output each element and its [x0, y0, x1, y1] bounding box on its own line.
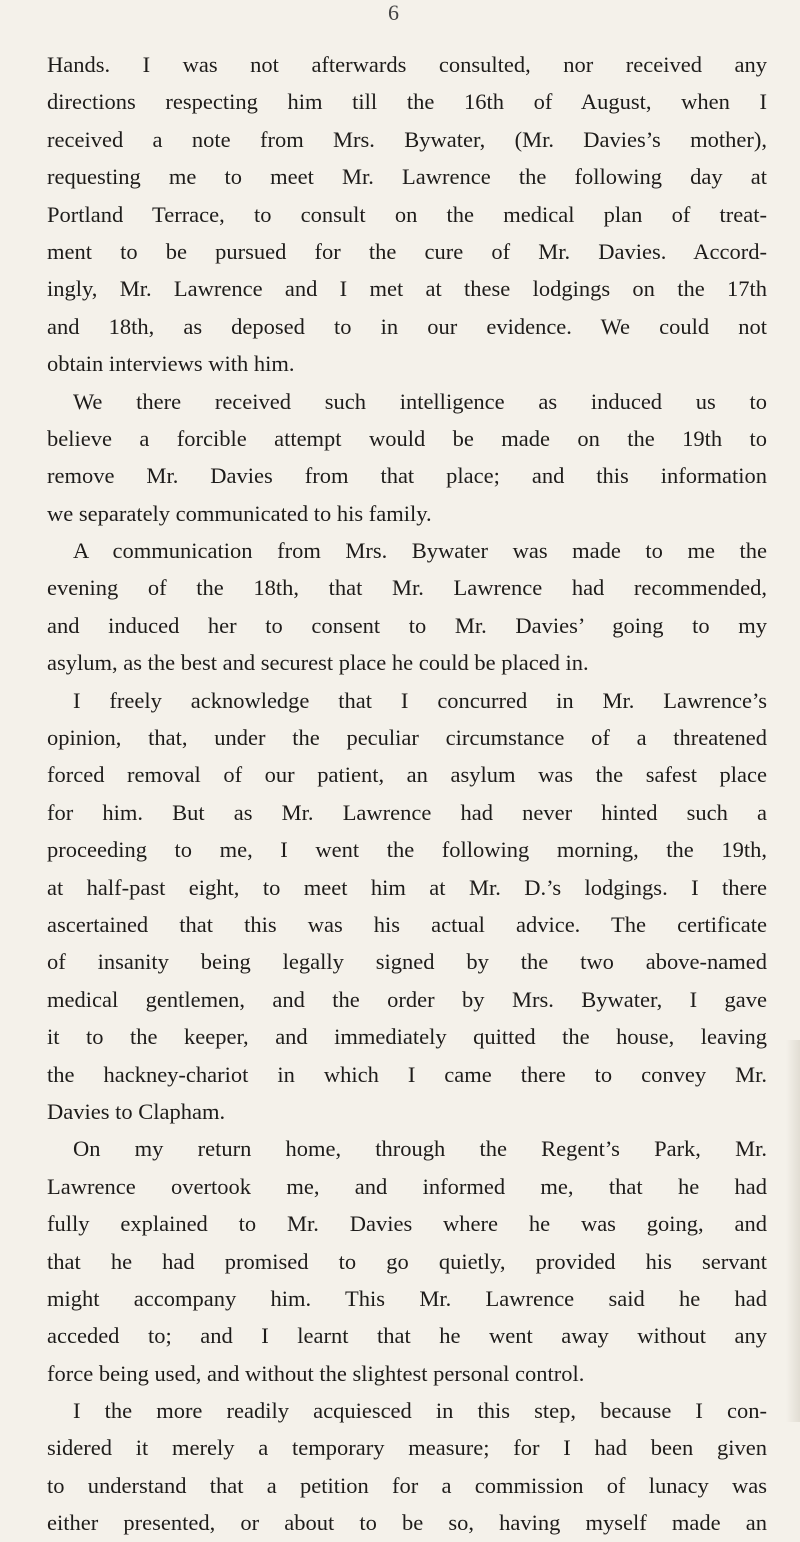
text-line: On my return home, through the Regent’s Park, Mr.	[73, 1136, 767, 1162]
text-line: ment to be pursued for the cure of Mr. Davies. Accord-	[47, 238, 767, 264]
text-line: ingly, Mr. Lawrence and I met at these lodgings on the 17th	[47, 276, 767, 302]
text-line: it to the keeper, and immediately quitted the house, leaving	[47, 1024, 767, 1050]
text-line: Hands. I was not afterwards consulted, nor received any	[47, 52, 767, 77]
page-number: 6	[388, 0, 399, 25]
text-line: that he had promised to go quietly, provided his servant	[47, 1248, 767, 1274]
text-line: proceeding to me, I went the following morning, the 19th,	[47, 837, 767, 863]
text-line: acceded to; and I learnt that he went away without any	[47, 1323, 767, 1349]
text-line: we separately communicated to his family.	[47, 500, 432, 526]
text-line: directions respecting him till the 16th of August, when I	[47, 89, 767, 115]
text-line: I freely acknowledge that I concurred in Mr. Lawrence’s	[73, 687, 767, 713]
text-line: sidered it merely a temporary measure; for I had been given	[47, 1435, 767, 1461]
text-line: opinion, that, under the peculiar circumstance of a threatened	[47, 725, 767, 751]
text-line: believe a forcible attempt would be made on the 19th to	[47, 425, 767, 451]
text-line: evening of the 18th, that Mr. Lawrence had recommended,	[47, 575, 767, 601]
text-line: and induced her to consent to Mr. Davies’ going to my	[47, 612, 767, 638]
text-line: Portland Terrace, to consult on the medical plan of treat-	[47, 201, 767, 227]
text-line: requesting me to meet Mr. Lawrence the following day at	[47, 164, 767, 190]
text-line: and 18th, as deposed to in our evidence. We could not	[47, 313, 767, 339]
text-line: received a note from Mrs. Bywater, (Mr. Davies’s mother),	[47, 126, 767, 152]
page-edge-shadow	[786, 1040, 800, 1422]
text-line: fully explained to Mr. Davies where he was going, and	[47, 1211, 767, 1237]
text-line: ascertained that this was his actual advice. The certificate	[47, 911, 767, 937]
text-line: obtain interviews with him.	[47, 351, 295, 377]
text-line: at half-past eight, to meet him at Mr. D.’s lodgings. I there	[47, 874, 767, 900]
text-line: might accompany him. This Mr. Lawrence said he had	[47, 1285, 767, 1311]
text-line: the hackney-chariot in which I came there to convey Mr.	[47, 1061, 767, 1087]
text-line: medical gentlemen, and the order by Mrs. Bywater, I gave	[47, 986, 767, 1012]
text-line: to understand that a petition for a commission of lunacy was	[47, 1472, 767, 1498]
text-line: Davies to Clapham.	[47, 1098, 226, 1124]
text-line: I the more readily acquiesced in this step, because I con-	[73, 1398, 767, 1424]
text-line: We there received such intelligence as induced us to	[73, 388, 767, 414]
text-line: remove Mr. Davies from that place; and this information	[47, 463, 767, 489]
body-text	[47, 46, 767, 1542]
text-line: for him. But as Mr. Lawrence had never hinted such a	[47, 799, 767, 825]
text-line: either presented, or about to be so, having myself made an	[47, 1510, 767, 1536]
text-line: of insanity being legally signed by the two above-named	[47, 949, 767, 975]
text-line: asylum, as the best and securest place he could be placed in.	[47, 650, 589, 676]
text-line: A communication from Mrs. Bywater was made to me the	[73, 538, 767, 564]
text-line: Lawrence overtook me, and informed me, that he had	[47, 1173, 767, 1199]
text-line: force being used, and without the slightest personal control.	[47, 1360, 585, 1386]
text-line: forced removal of our patient, an asylum was the safest place	[47, 762, 767, 788]
